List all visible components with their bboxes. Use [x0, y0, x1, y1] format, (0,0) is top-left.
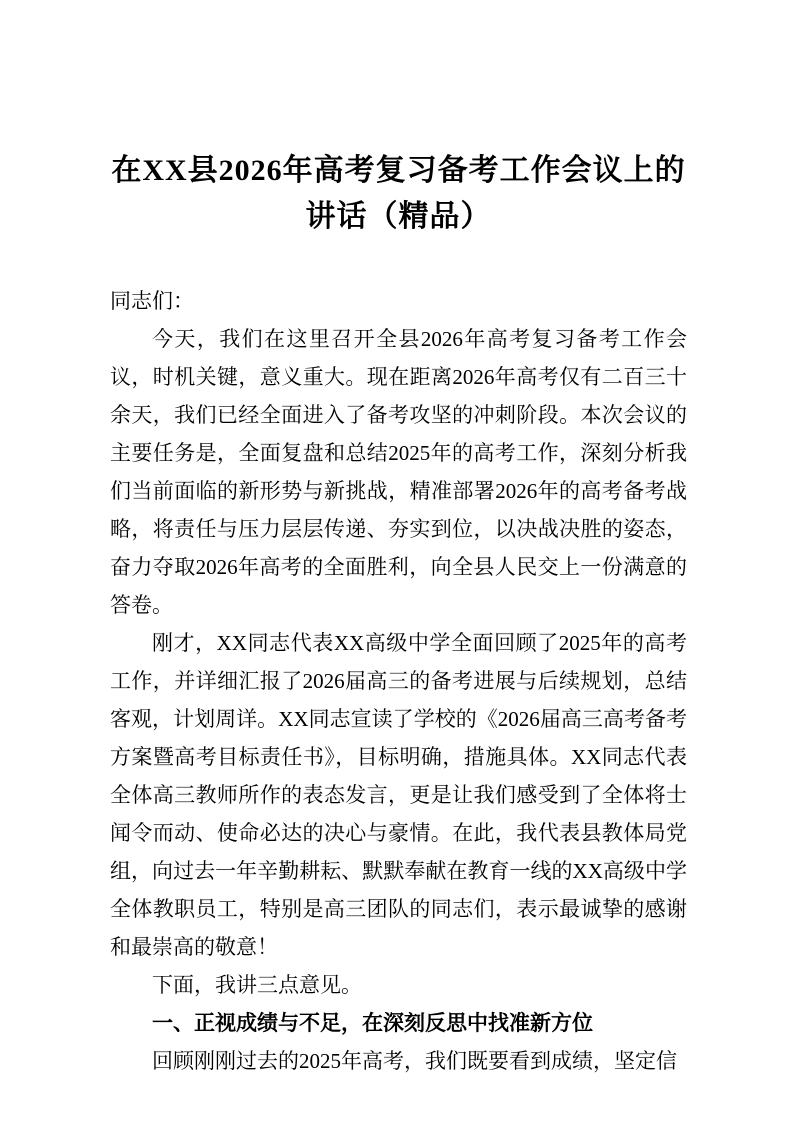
paragraph-section1-start: 回顾刚刚过去的2025年高考，我们既要看到成绩，坚定信	[152, 1049, 677, 1073]
paragraph-transition: 下面，我讲三点意见。	[152, 973, 362, 997]
paragraph-opening: 今天，我们在这里召开全县2026年高考复习备考工作会议，时机关键，意义重大。现在距离2026年高考仅有二百三十余天，我们已经全面进入了备考攻坚的冲刺阶段。本次会议的主要任务是，全面复盘和总结2025年的高考工作，深刻分析我们当前面临的新形势与新挑战，精准部署2026年的高考备考战略，将责任与压力层层传递、夯实到位，以决战决胜的姿态，奋力夺取2026年高考的全面胜利，向全县人民交上一份满意的答卷。	[110, 327, 687, 617]
paragraph-acknowledgement: 刚才，XX同志代表XX高级中学全面回顾了2025年的高考工作，并详细汇报了2026届高三的备考进展与后续规划，总结客观，计划周详。XX同志宣读了学校的《2026届高三高考备考方案暨高考目标责任书》，目标明确，措施具体。XX同志代表全体高三教师所作的表态发言，更是让我们感受到了全体将士闻令而动、使命必达的决心与豪情。在此，我代表县教体局党组，向过去一年辛勤耕耘、默默奉献在教育一线的XX高级中学全体教职员工，特别是高三团队的同志们，表示最诚挚的感谢和最崇高的敬意！	[110, 631, 687, 959]
document-title: 在XX县2026年高考复习备考工作会议上的讲话（精品）	[111, 154, 686, 233]
section-heading-1: 一、正视成绩与不足，在深刻反思中找准新方位	[152, 1011, 593, 1035]
salutation-line: 同志们：	[110, 289, 194, 313]
